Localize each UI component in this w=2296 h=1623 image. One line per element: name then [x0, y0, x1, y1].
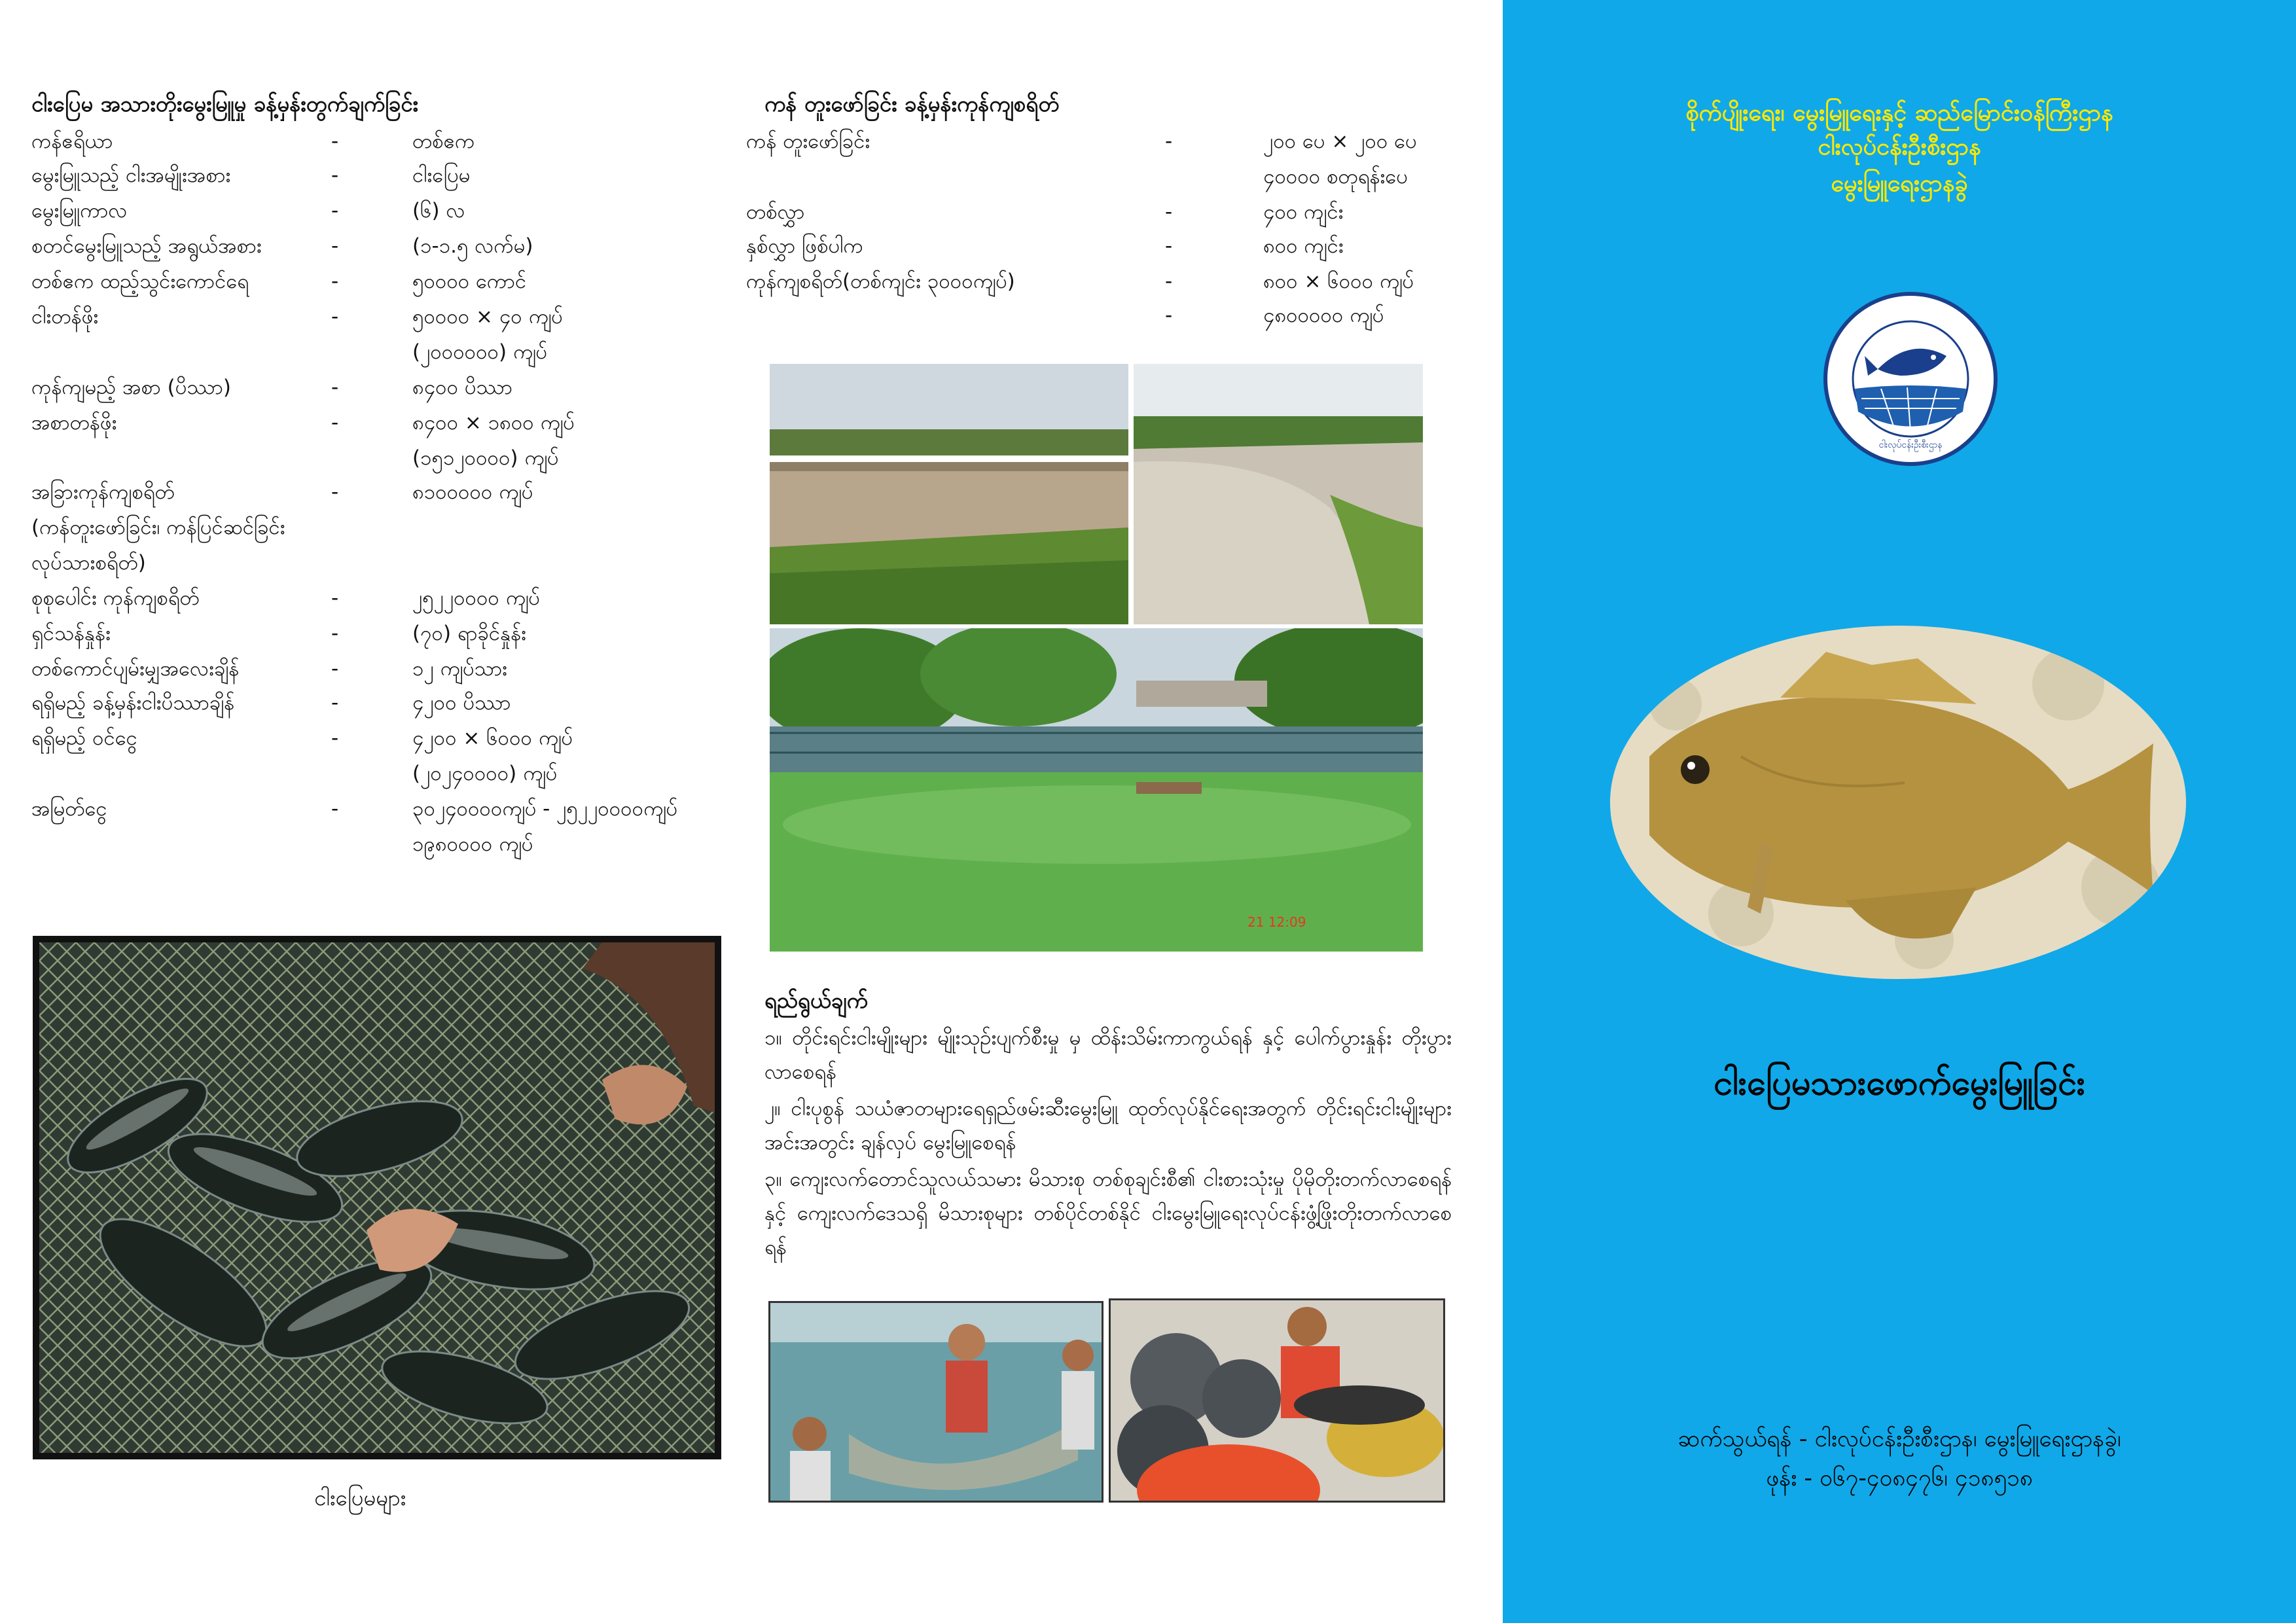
cost-row-value: ၄၂၀၀ ပိဿာ	[412, 691, 511, 715]
division-name: မွေးမြူရေးဌာနခွဲ	[1831, 170, 1968, 197]
cost-row-dash: -	[331, 411, 339, 435]
fish-net-photo	[33, 936, 721, 1459]
objective-item: ၂။ ငါးပုစွန် သယံဇာတများရေရှည်ဖမ်းဆီးမွေးမြူ ထုတ်လုပ်နိုင်ရေးအတွက် တိုင်းရင်းငါးမျိုးများ အင်းအတွင်း ချန်လှပ် မွေးမြူစေရန်	[764, 1097, 1452, 1154]
drained-pond-photo	[1134, 364, 1423, 624]
cost-row-label: အစာတန်ဖိုး	[31, 411, 117, 435]
cost-row-value: ၈၄၀၀ ပိဿာ	[412, 376, 513, 399]
cost-row-label: (ကန်တူးဖော်ခြင်း၊ ကန်ပြင်ဆင်ခြင်း	[31, 516, 285, 539]
cost-row-value: ၂၅၂၂၀၀၀၀ ကျပ်	[412, 586, 540, 610]
cost-row-label: ရှင်သန်နှုန်း	[31, 622, 111, 645]
cost-row-value: ၅၀၀၀၀ ကောင်	[412, 270, 527, 293]
cost-row-label: အမြတ်ငွေ	[31, 797, 107, 821]
harvest-photo	[768, 1301, 1103, 1503]
cost-row-label: မွေးမြူသည့် ငါးအမျိုးအစား	[31, 164, 231, 187]
pond-row-label: တစ်လွှာ	[746, 200, 805, 224]
cost-row-value: ၃၀၂၄၀၀၀၀ကျပ် - ၂၅၂၂၀၀၀၀ကျပ်	[412, 797, 677, 821]
cost-row-label: လုပ်သားစရိတ်)	[31, 551, 146, 575]
cost-row-dash: -	[331, 270, 339, 293]
cost-row-dash: -	[331, 305, 339, 329]
cost-row-label: တစ်ဧက ထည့်သွင်းကောင်ရေ	[31, 270, 249, 293]
pond-row-dash: -	[1165, 234, 1173, 258]
pond-row-value: ၈၀၀ × ၆၀၀၀ ကျပ်	[1263, 270, 1414, 293]
cost-row-dash: -	[331, 199, 339, 223]
fish-hero-image	[1610, 626, 2186, 979]
objective-item: ၁။ တိုင်းရင်းငါးမျိုးများ မျိုးသုဉ်းပျက်စီးမှု မှ ထိန်းသိမ်းကာကွယ်ရန် နှင့် ပေါက်ပွားနှုန်း တိုးပွားလာစေရန်	[764, 1026, 1452, 1084]
pond-row-value: ၈၀၀ ကျင်း	[1263, 234, 1344, 258]
phone-line: ဖုန်း - ၀၆၇-၄၀၈၄၇၆၊ ၄၁၈၅၁၈	[1766, 1465, 2033, 1491]
cost-row-value: တစ်ဧက	[412, 130, 475, 153]
fish-photo-caption: ငါးပြေမများ	[314, 1485, 406, 1510]
department-name: ငါးလုပ်ငန်းဦးစီးဌာန	[1818, 134, 1981, 160]
cost-row-label: မွေးမြူကာလ	[31, 199, 128, 223]
photo-timestamp: 21 12:09	[1247, 914, 1306, 930]
cost-row-value: ၅၀၀၀၀ × ၄၀ ကျပ်	[412, 305, 563, 329]
cost-row-dash: -	[331, 130, 339, 153]
cost-row-label: အခြားကုန်ကျစရိတ်	[31, 480, 175, 504]
cost-row-value: (၇၀) ရာခိုင်နှုန်း	[412, 622, 527, 645]
cost-row-label: စုစုပေါင်း ကုန်ကျစရိတ်	[31, 586, 200, 610]
ministry-name: စိုက်ပျိုးရေး၊ မွေးမြူရေးနှင့် ဆည်မြောင်းဝန်ကြီးဌာန	[1685, 99, 2113, 126]
logo-text: ငါးလုပ်ငန်းဦးစီးဌာန	[1878, 440, 1943, 450]
cover-panel	[1503, 0, 2296, 1623]
pond-row-value: ၂၀၀ ပေ × ၂၀၀ ပေ	[1263, 130, 1417, 153]
objectives-title: ရည်ရွယ်ချက်	[764, 988, 868, 1013]
cost-row-value: ၄၂၀၀ × ၆၀၀၀ ကျပ်	[412, 726, 573, 750]
fish-baskets-photo	[1109, 1298, 1445, 1503]
cost-row-label: ရရှိမည့် ခန့်မှန်းငါးပိဿာချိန်	[31, 691, 235, 715]
pond-row-dash: -	[1165, 270, 1173, 293]
pond-row-label: နှစ်လွှာ ဖြစ်ပါက	[746, 234, 863, 258]
cost-row-value: (၂၀၂၄၀၀၀၀) ကျပ်	[412, 762, 558, 785]
pond-row-value: ၄၈၀၀၀၀၀ ကျပ်	[1263, 304, 1384, 327]
cost-row-label: စတင်မွေးမြူသည့် အရွယ်အစား	[31, 234, 262, 258]
cost-row-value: ၁၂ ကျပ်သား	[412, 657, 508, 681]
cost-row-dash: -	[331, 376, 339, 399]
cost-row-dash: -	[331, 797, 339, 821]
pond-row-value: ၄၀၀ ကျင်း	[1263, 200, 1344, 224]
cost-row-value: ၈၄၀၀ × ၁၈၀၀ ကျပ်	[412, 411, 575, 435]
cost-row-dash: -	[331, 691, 339, 715]
cost-row-value: ၈၁၀၀၀၀၀ ကျပ်	[412, 480, 533, 504]
left-section-title: ငါးပြေမ အသားတိုးမွေးမြူမှု ခန့်မှန်းတွက်ချက်ခြင်း	[31, 91, 418, 116]
department-logo-icon	[1822, 291, 1999, 467]
cost-row-label: ငါးတန်ဖိုး	[31, 305, 99, 329]
cost-row-dash: -	[331, 657, 339, 681]
pond-row-value: ၄၀၀၀၀ စတုရန်းပေ	[1263, 165, 1408, 188]
objective-item: ၃။ ကျေးလက်တောင်သူလယ်သမား မိသားစု တစ်စုချင်းစီ၏ ငါးစားသုံးမှု ပိုမိုတိုးတက်လာစေရန် နှင့် ကျေးလက်ဒေသရှိ မိသားစုများ တစ်ပိုင်တစ်နိုင် ငါးမွေးမြူရေးလုပ်ငန်းဖွံ့ဖြိုးတိုးတက်လာစေရန်	[764, 1168, 1452, 1259]
cover-title: ငါးပြေမသားဖောက်မွေးမြူခြင်း	[1713, 1063, 2086, 1103]
contact-line: ဆက်သွယ်ရန် - ငါးလုပ်ငန်းဦးစီးဌာန၊ မွေးမြူရေးဌာနခွဲ၊	[1677, 1426, 2121, 1452]
cost-row-label: ကန်ဧရိယာ	[31, 130, 113, 153]
cost-row-label: ရရှိမည့် ဝင်ငွေ	[31, 726, 137, 750]
pond-row-label: ကုန်ကျစရိတ်(တစ်ကျင်း ၃၀၀၀ကျပ်)	[746, 270, 1015, 293]
cost-row-dash: -	[331, 234, 339, 258]
pond-row-dash: -	[1165, 200, 1173, 224]
cost-row-value: ၁၉၈၀၀၀၀ ကျပ်	[412, 832, 533, 856]
pond-row-dash: -	[1165, 304, 1173, 327]
cost-row-label: တစ်ကောင်ပျမ်းမျှအလေးချိန်	[31, 657, 240, 681]
cost-row-value: (၁၅၁၂၀၀၀၀) ကျပ်	[412, 446, 559, 470]
cost-row-value: ငါးပြေမ	[412, 164, 471, 187]
cost-row-dash: -	[331, 586, 339, 610]
middle-section-title: ကန် တူးဖော်ခြင်း ခန့်မှန်းကုန်ကျစရိတ်	[764, 91, 1060, 116]
cost-row-dash: -	[331, 480, 339, 504]
cost-row-value: (၂၀၀၀၀၀၀) ကျပ်	[412, 340, 547, 364]
pond-row-label: ကန် တူးဖော်ခြင်း	[746, 130, 870, 153]
cost-row-value: (၆) လ	[412, 199, 465, 223]
cost-row-dash: -	[331, 164, 339, 187]
cost-row-dash: -	[331, 726, 339, 750]
cost-row-value: (၁-၁.၅ လက်မ)	[412, 234, 533, 258]
cost-row-label: ကုန်ကျမည့် အစာ (ပိဿာ)	[31, 376, 231, 399]
green-pond-photo	[770, 628, 1423, 952]
pond-row-dash: -	[1165, 130, 1173, 153]
cost-row-dash: -	[331, 622, 339, 645]
empty-pond-photo	[770, 364, 1128, 624]
